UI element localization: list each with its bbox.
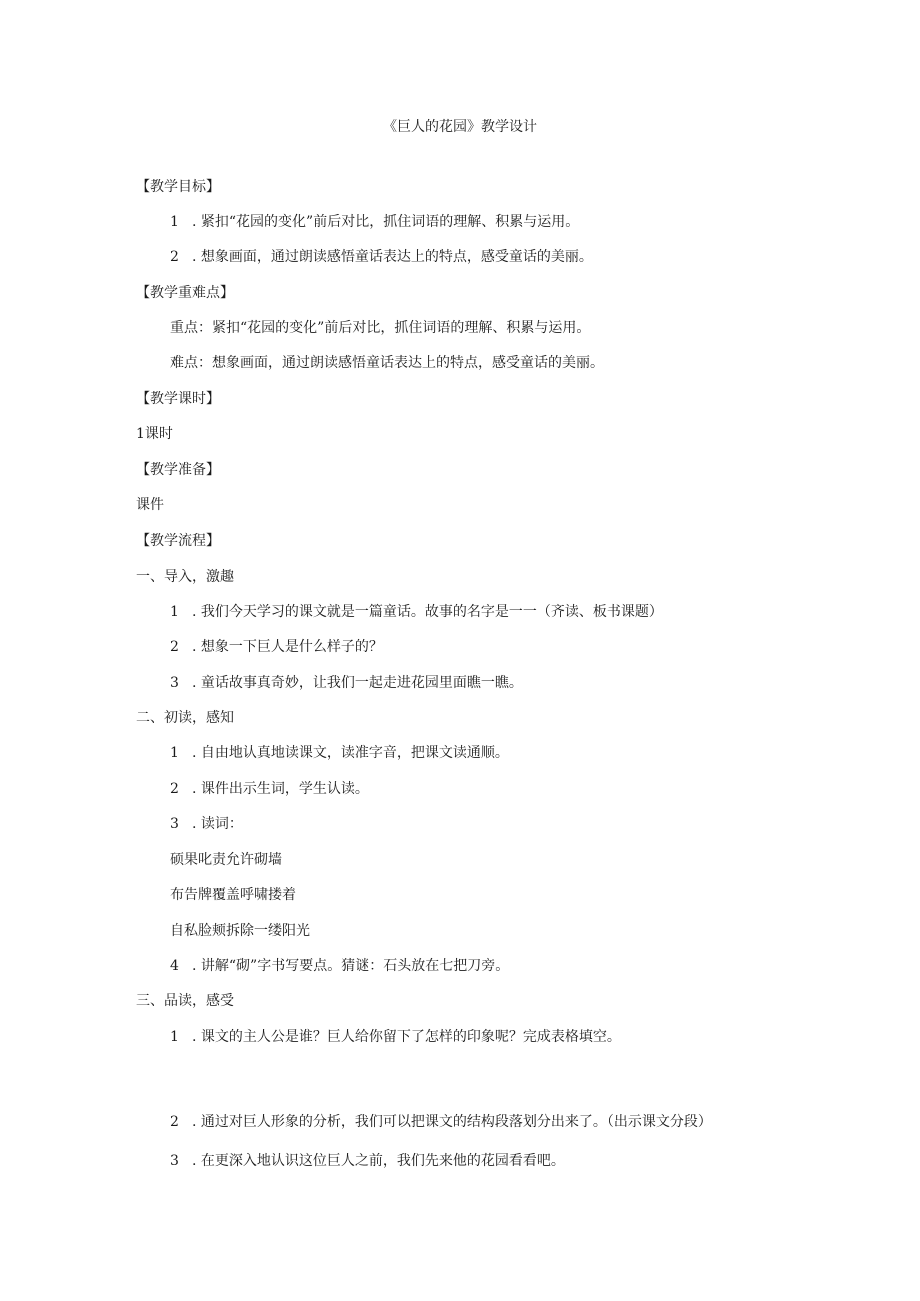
part2-item	[170, 743, 509, 763]
item-text: . 我们今天学习的课文就是一篇童话。故事的名字是一一（齐读、板书课题）	[192, 604, 663, 620]
part2-item	[170, 814, 243, 834]
item-number: 2	[170, 639, 179, 655]
part3-item	[170, 1151, 565, 1171]
item-text: . 在更深入地认识这位巨人之前，我们先来他的花园看看吧。	[192, 1153, 565, 1169]
preparation-value: 课件	[136, 497, 164, 513]
item-text: . 读词：	[192, 816, 243, 832]
part1-title: 一、导入，激趣	[136, 569, 234, 585]
difficult-point-text: 难点：想象画面，通过朗读感悟童话表达上的特点，感受童话的美丽。	[170, 355, 604, 371]
item-number: 2	[170, 781, 179, 797]
item-text: . 想象一下巨人是什么样子的？	[192, 639, 383, 655]
item-text: . 讲解“砌”字书写要点。猜谜：石头放在七把刀旁。	[192, 958, 510, 974]
item-text: . 童话故事真奇妙，让我们一起走进花园里面瞧一瞧。	[192, 675, 523, 691]
item-number: 3	[170, 1153, 179, 1169]
hours-heading: 【教学课时】	[136, 391, 220, 407]
vocab-line: 硕果叱责允许砌墙	[170, 852, 282, 868]
item-number: 1	[170, 1029, 179, 1045]
item-text: . 紧扣“花园的变化”前后对比，抓住词语的理解、积累与运用。	[192, 214, 580, 230]
process-heading: 【教学流程】	[136, 533, 220, 549]
item-number: 1	[170, 604, 179, 620]
part3-item	[170, 1027, 621, 1047]
key-point-text: 重点：紧扣“花园的变化”前后对比，抓住词语的理解、积累与运用。	[170, 320, 591, 336]
objectives-heading: 【教学目标】	[136, 179, 220, 195]
item-number: 3	[170, 816, 179, 832]
item-number: 3	[170, 675, 179, 691]
objective-item	[170, 212, 579, 232]
vocab-line: 布告牌覆盖呼啸搂着	[170, 887, 296, 903]
part3-title: 三、品读，感受	[136, 993, 234, 1009]
item-text: . 自由地认真地读课文，读准字音，把课文读通顺。	[192, 745, 509, 761]
item-number: 4	[170, 958, 179, 974]
key-points-heading: 【教学重难点】	[136, 285, 234, 301]
item-number: 1	[170, 745, 179, 761]
item-number: 2	[170, 249, 179, 265]
item-text: . 想象画面，通过朗读感悟童话表达上的特点，感受童话的美丽。	[192, 249, 593, 265]
preparation-heading: 【教学准备】	[136, 462, 220, 478]
part2-item	[170, 956, 509, 976]
part3-item	[170, 1112, 712, 1132]
item-text: . 通过对巨人形象的分析，我们可以把课文的结构段落划分出来了。（出示课文分段）	[192, 1114, 712, 1130]
item-text: . 课文的主人公是谁？巨人给你留下了怎样的印象呢？完成表格填空。	[192, 1029, 621, 1045]
part1-item	[170, 602, 663, 622]
item-text: . 课件出示生词，学生认读。	[192, 781, 369, 797]
objective-item	[170, 247, 593, 267]
vocab-line: 自私脸颊拆除一缕阳光	[170, 923, 310, 939]
item-number: 1	[170, 214, 179, 230]
page-title: 《巨人的花园》教学设计	[383, 119, 537, 135]
hours-value: 1课时	[136, 426, 173, 442]
part2-item	[170, 779, 369, 799]
item-number: 2	[170, 1114, 179, 1130]
part2-title: 二、初读，感知	[136, 710, 234, 726]
part1-item	[170, 637, 383, 657]
part1-item	[170, 673, 523, 693]
